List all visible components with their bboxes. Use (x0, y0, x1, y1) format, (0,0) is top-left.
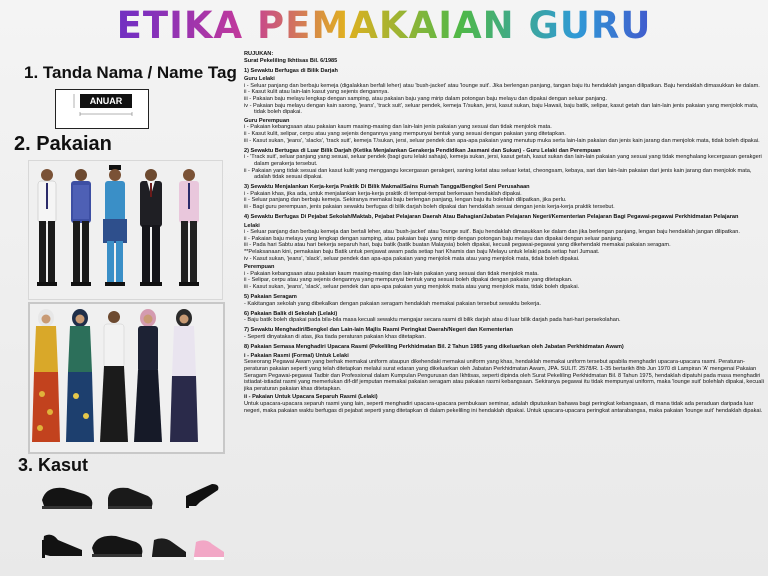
shoes-collage (36, 476, 226, 568)
heading-pakaian: 2. Pakaian (14, 133, 112, 155)
section-7-item: - Seperti dinyatakan di atas, jika tiada peraturan pakaian khas ditetapkan. (244, 334, 426, 341)
section-1-subheading-male: Guru Lelaki (244, 76, 275, 83)
section-7-title: 7) Sewaktu Menghadiri/Bengkel dan Lain-lain Majlis Rasmi Peringkat Daerah/Negeri dan Kementerian (244, 327, 513, 334)
name-tag-label: ANUAR (80, 94, 132, 108)
shoe-sneaker-pink (194, 540, 224, 560)
section-8-paragraph: Untuk upacara-upacara separuh rasmi yang lain, seperti menghadiri upacara-upacara pembukaan seminar, adalah diputuskan bahawa bagi peringkat kebangsaan, di mana tidak ada peraduan daripada luar negeri, maka pakaian waktu berfugas di pejabat seperti yang ditetapkan di dalam pekeliling ini hendaklah dipakai. Untuk upacara-upacara peringkat antarabangsa, maka pakaian 'lounge suit' hendaklah dipakai. (244, 400, 763, 414)
section-4-title: 4) Sewaktu Berfugas Di Pejabat Sekolah/Maktab, Pejabat Pelajaran Daerah Atau Bahagian/Jabatan Pelajaran Negeri/Kementerian Pelajaran Bagi Pegawai-pegawai Perkhidmatan Pelajaran (244, 214, 739, 221)
section-2-item: ii - Pakaian yang tidak sesuai dan kasut kulit yang menggangu kecergasan gerakgeri, saning ketat atau seluar ketat, cheongsam, kebaya, sari dan lain-lain pakaian dari jenis kain jarang dan menjolok mata, adalah tidak sesuai dipakai. (244, 167, 752, 181)
section-1-item: i - Seluar panjang dan berbaju kemeja (digalakkan berfali leher) atau 'bush-jacket' atau 'lounge suit'. Jika berlengan panjang, tangan baju itu hendaklah jangan dilipatkan. Baju hendaklah dimasukkan ke dalam. (244, 82, 760, 89)
section-4-item: i - Seluar panjang dan berbaju kemeja dan bertali leher, atau 'bush-jacket' atau 'lounge suit'. Baju hendaklah dimasukkan ke dalam dan jika berlengan panjang, lengan baju hendaklah jangan dilipatkan. (244, 229, 740, 236)
section-4-item: i - Pakaian kebangsaan atau pakaian kaum masing-masing dan lain-lain pakaian yang sesuai dan tidak menjolok mata. (244, 270, 539, 277)
name-tag-diagram (55, 89, 149, 129)
female-figure-blouse-skirt (100, 311, 128, 442)
section-1-item: ii - Kasut kulit atau lain-lain kasut yang sejenis dengannya. (244, 89, 389, 96)
male-figure-baju-melayu (103, 165, 127, 286)
page-title: ETIKA PEMAKAIAN GURU (0, 4, 768, 47)
heading-name-tag: 1. Tanda Nama / Name Tag (24, 63, 237, 82)
section-4-item: iii - Kasut sukan, 'jeans', 'slack', seluar pendek dan apa-apa pakaian yang menjolok mata atau yang menjolok mata, tidak boleh dipakai. (244, 284, 580, 290)
female-figure-baju-kurung-yellow (32, 309, 60, 442)
shoe-heel-black (186, 484, 218, 508)
section-5-item: - Kakitangan sekolah yang dibekalkan dengan pakaian seragam hendaklah memakai pakaian tersebut sewaktu bekerja. (244, 300, 541, 307)
shoe-oxford-black (42, 488, 92, 509)
heading-kasut: 3. Kasut (18, 455, 89, 475)
female-figure-baju-kurung-purple (170, 309, 198, 442)
section-4-item: iii - Pada hari Sabtu atau hari bekerja separuh hari, baju batik (batik buatan Malaysia) boleh dipakai, kecuali pegawai-pegawai yang dikehendaki memakai pakaian seragam. (244, 242, 671, 249)
reference-value: Surat Pekeliling Ikhtisas Bil. 6/1985 (244, 57, 338, 64)
section-4-item: ii - Selipar, cerpu atau yang sejenis dengannya yang mempunyai bentuk yang sesuai boleh dipakai dengan pakaian yang ditetapkan. (244, 277, 573, 284)
shoe-pump-black (42, 535, 82, 558)
section-5-title: 5) Pakaian Seragam (244, 294, 297, 301)
section-8-paragraph: Seseorang Pegawai Awam yang berhak memakai uniform ataupun dikehendaki memakai uniform yang khas, hendaklah memakai uniform tersebut apabila menghadiri upacara-upacara rasmi. Peraturan-peraturan pakaian seperti yang telah ditetapkan melalui surat edaran yang dikeluarkan oleh Jabatan Perkhidmatan Awam, JPA. SULIT. 2578/R. 1-35 bertarikh 8hb Jun 1970 di Lampiran 'A' mengenai Pakaian Seragam Pegawai-pegawai Tadbir dan Professional dalam Kumpulan Pengurusan dan Ikhtisas, seperti dipinda oleh Surat Pekeliling Perkhidmatan Bil. 8 Tahun 1975, hendaklah dipatuhi pada masa menghadiri istiadat-istiadat rasmi yang memerlukan dif-dif jemputan memakai pakaian seragam atau pakaian rasmi kebangsaan. Sekiranya pegawai itu tidak mempunyai uniform, maka 'lounge suit' bolehlah dipakai, kecuali jika peraturan pakaian khas ditetapkan. (244, 359, 764, 392)
section-4-item: iv - Kasut sukan, 'jeans', 'slack', seluar pendek dan apa-apa pakaian yang menjolok mata atau yang menjolok mata, tidak boleh dipakai. (244, 255, 580, 262)
section-6-title: 6) Pakaian Balik di Sekolah (Lelaki) (244, 310, 338, 317)
section-3-item: i - Pakaian khas, jika ada, untuk menjalankan kerja-kerja praktik di tempat-tempat berkenaan hendaklah dipakai. (244, 190, 522, 197)
section-1-title: 1) Sewaktu Berfugas di Bilik Darjah (244, 67, 338, 74)
section-3-title: 3) Sewaktu Menjalankan Kerja-kerja Praktik Di Bilik Makmal/Sains Rumah Tangga/Bengkel Seni Perusahaan (244, 184, 530, 191)
section-3-item: ii - Seluar panjang dan berbaju kemeja. Sekiranya memakai baju berlengan panjang, lengan baju itu bolehlah dilipatkan, jika perlu. (244, 197, 567, 204)
section-1-item: iv - Pakaian baju melayu dengan kain sarong, 'jeans', 'track suit', seluar pendek, kemeja T/sukan, jersi, kasut sukan, baju Hawaii, baju batik, selipar, kasut getah dan lain-lain jenis pakaian yang menjolok mata, tidak boleh dipakai. (244, 102, 759, 116)
section-2-item: i - 'Track suit', seluar panjang yang sesuai, seluar pendek (bagi guru lelaki sahaja), kemeja sukan, jersi, kasut getah, kasut sukan dan lain-lain pakaian yang sesuai yang tidak menghalang kecergasan gerakgeri dalam gerakerja tersebut. (244, 154, 762, 167)
section-2-title: 2) Sewaktu Bertugas di Luar Bilik Darjah (Ketika Menjalankan Gerakerja Pendidikan Jasmani dan Sukan) - Guru Lelaki dan Perempuan (244, 147, 601, 154)
section-1-item: i - Pakaian kebangsaan atau pakaian kaum masing-masing dan lain-lain jenis pakaian yang sesuai dan tidak menjolok mata. (244, 124, 552, 131)
section-1-item: iii - Kasut sukan, 'jeans', 'slacks', 'track suit', kemeja T/sukan, jersi, seluar pendek dan apa-apa pakaian yang menutup muka serta lain-lain pakaian dan jenis kain jarang dan menjolok mata, tidak boleh dipakai. (244, 137, 760, 144)
section-4-item: ii - Pakaian baju melayu yang lengkap dengan samping, atau pakaian baju yang mirip dengan potongan baju melayu dan dipakai dengan seluar panjang. (244, 235, 623, 242)
shoe-sneaker-black (152, 538, 186, 560)
section-8-subheading-formal: i - Pakaian Rasmi (Formal) Untuk Lelaki (244, 352, 349, 359)
section-4-subheading-female: Perempuan (244, 264, 275, 271)
male-figure-pink-shirt (179, 169, 199, 286)
female-attire-photo (28, 302, 225, 454)
section-8-subheading-semi-formal: ii - Pakaian Untuk Upacara Separuh Rasmi (Lelaki) (244, 394, 378, 401)
name-tag-dimension-lines (56, 90, 148, 128)
section-1-item: ii - Kasut kulit, selipar, cerpu atau yang sejenis dengannya yang mempunyai bentuk yang sesuai dengan pakaian yang ditetapkan. (244, 131, 566, 138)
regulation-text (244, 51, 764, 571)
female-figure-baju-kurung-green (66, 309, 94, 442)
female-figure-blazer (134, 309, 162, 442)
section-1-item: iii - Pakaian baju melayu lengkap dengan samping, atau pakaian baju yang mirip dalam potongan baju melayu dan dipakai dengan seluar panjang. (244, 96, 607, 103)
section-6-item: - Baju batik boleh dipakai pada bila-bila masa kecuali sewaktu mengajar secara rasmi di bilik darjah atau di luar bilik darjah pada hari-hari persekolahan. (244, 317, 621, 324)
section-3-item: iii - Bagi guru perempuan, jenis pakaian sewaktu berfugas di bilik darjah boleh dipakai dan hendaklah sesuai dengan jenis kerja-kerja praktik tersebut. (244, 203, 615, 210)
section-1-subheading-female: Guru Perempuan (244, 117, 290, 124)
male-attire-photo (28, 160, 223, 300)
section-4-subheading-male: Lelaki (244, 222, 260, 229)
shoe-derby-black (92, 536, 142, 557)
male-figure-batik (71, 169, 91, 286)
reference-label: RUJUKAN: (244, 51, 274, 57)
male-figure-shirt-tie (37, 169, 57, 286)
section-4-note: **Pelaksanaan kini, pemakaian baju Batik untuk penjawat awam pada setiap hari Khamis dan baju Melayu untuk lelaki pada setiap hari Jumaat. (244, 249, 600, 256)
shoe-loafer-black (108, 488, 153, 509)
section-8-title: 8) Pakaian Semasa Menghadiri Upacara Rasmi (Pekeliling Perkhidmatan Bil. 2 Tahun 1985 yang dikeluarkan oleh Jabatan Perkhidmatan Awam) (244, 344, 624, 351)
male-figure-suit (140, 169, 162, 286)
